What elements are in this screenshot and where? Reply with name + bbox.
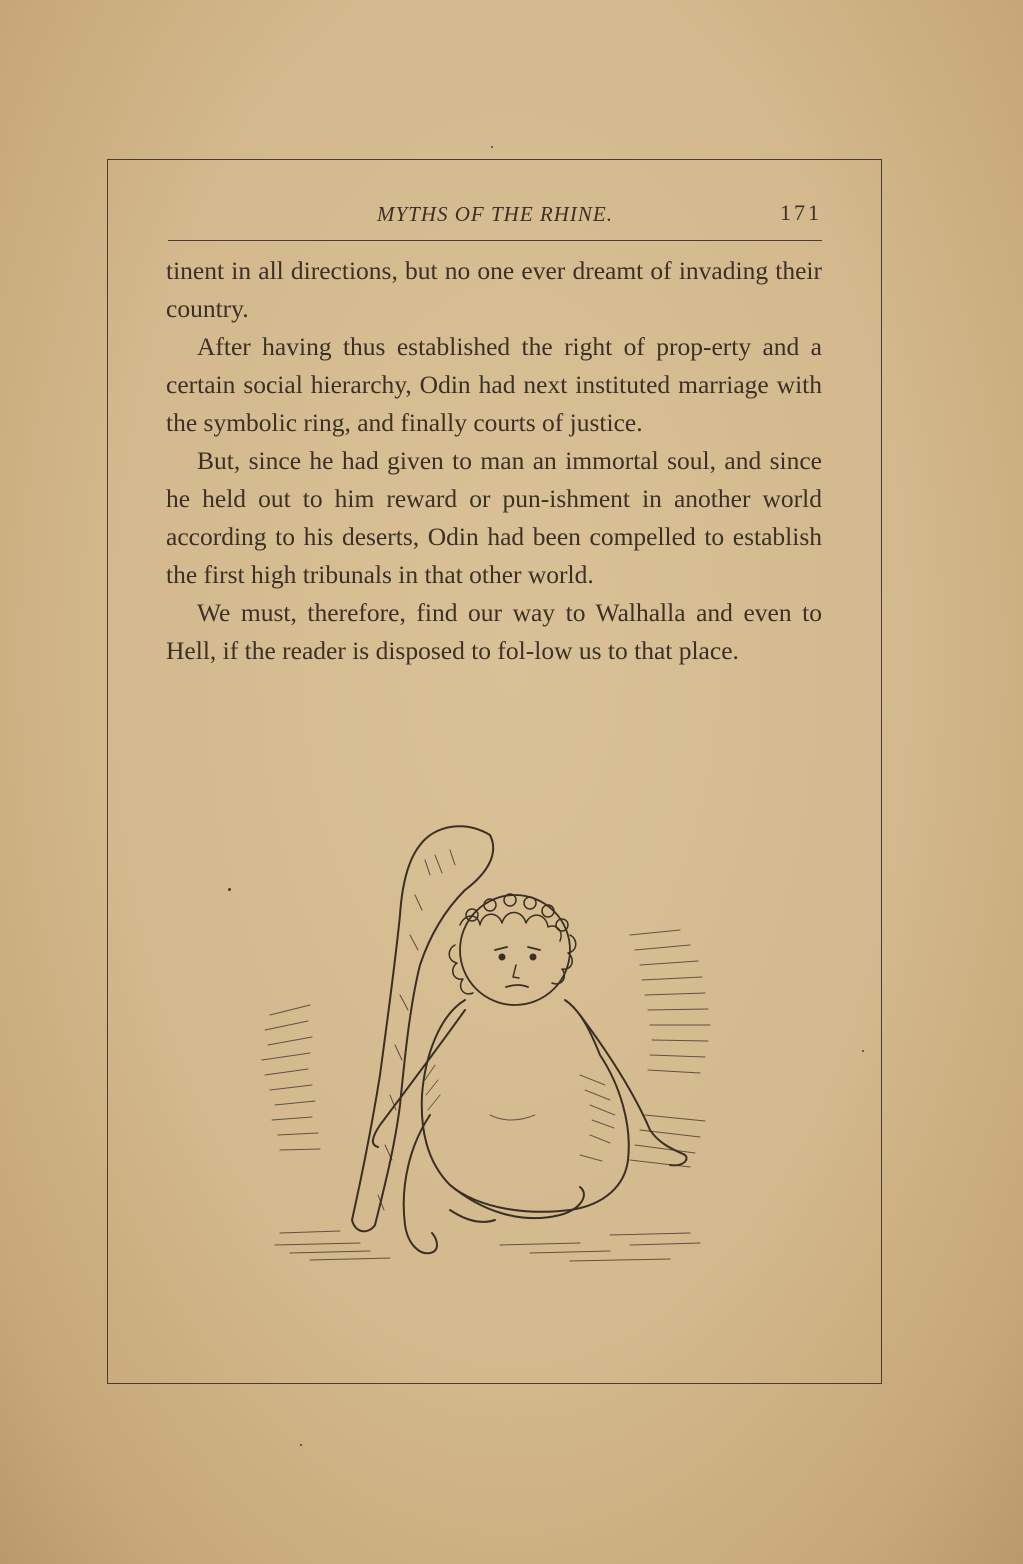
header-rule <box>168 240 822 241</box>
print-speck <box>228 888 231 891</box>
paragraph: tinent in all directions, but no one ever dreamt of invading their country. <box>166 256 822 323</box>
print-speck <box>862 1050 864 1052</box>
running-head <box>168 200 822 230</box>
paragraph: We must, therefore, find our way to Walhalla and even to Hell, if the reader is disposed to fol-low us to that place. <box>166 598 822 665</box>
club-outline <box>352 826 493 1231</box>
body-outline <box>422 1000 629 1212</box>
page-number: 171 <box>780 200 822 225</box>
body-shading <box>425 1065 615 1161</box>
body-text <box>166 252 822 670</box>
child-engraving-illustration <box>250 815 720 1275</box>
print-speck <box>300 1444 302 1446</box>
paragraph: After having thus established the right of prop-erty and a certain social hierarchy, Odin had next instituted marriage with the symbolic ring, and finally courts of justice. <box>166 332 822 437</box>
print-speck <box>491 146 493 148</box>
paragraph: But, since he had given to man an immortal soul, and since he held out to him reward or pun-ishment in another world according to his deserts, Odin had been compelled to establish the first high tribunals in that other world. <box>166 446 822 589</box>
ground-hatching <box>262 930 710 1261</box>
running-title: MYTHS OF THE RHINE. <box>376 202 613 226</box>
